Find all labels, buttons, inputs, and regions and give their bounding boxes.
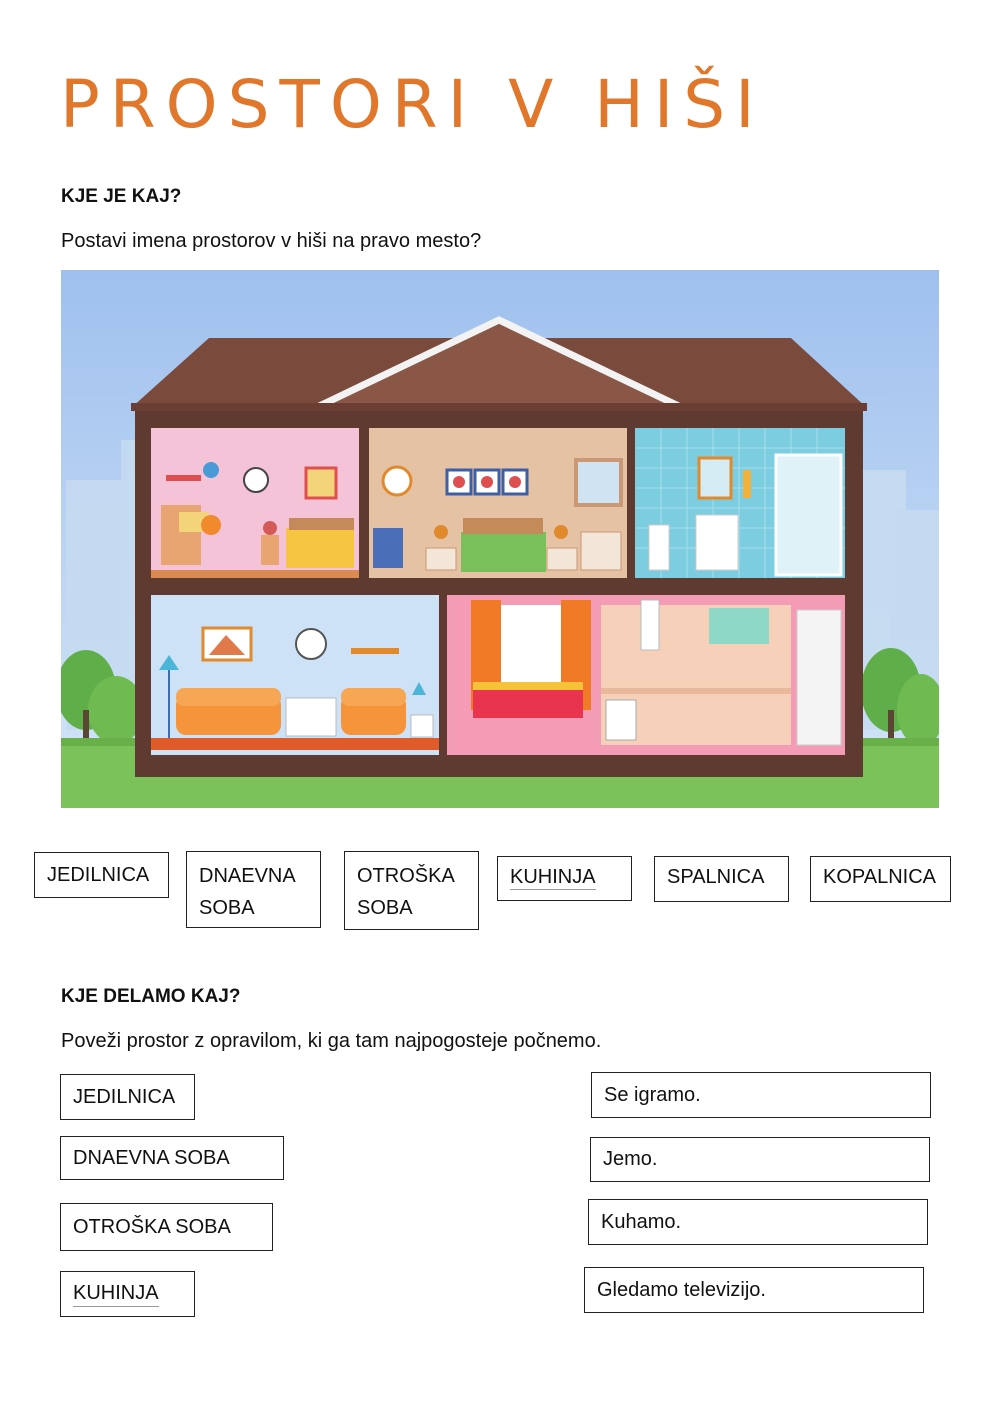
match-activity-text: Jemo. (603, 1148, 658, 1170)
match-room-otroska-soba[interactable] (60, 1203, 273, 1251)
room-label-text: KOPALNICA (823, 866, 936, 888)
room-label-kuhinja[interactable] (497, 856, 632, 901)
match-activity-text: Se igramo. (604, 1083, 701, 1106)
match-activity-se-igramo[interactable] (591, 1072, 931, 1118)
section-heading-activities: KJE DELAMO KAJ? (61, 986, 241, 1007)
instruction-connect: Poveži prostor z opravilom, ki ga tam najpogosteje počnemo. (61, 1030, 602, 1052)
match-room-text: OTROŠKA SOBA (73, 1215, 231, 1238)
match-activity-jemo[interactable] (590, 1137, 930, 1182)
room-label-text: SPALNICA (667, 866, 765, 888)
room-label-otroska-soba[interactable] (344, 851, 479, 930)
instruction-place-labels: Postavi imena prostorov v hiši na pravo mesto? (61, 230, 482, 252)
room-label-text: SOBA (357, 897, 413, 919)
match-activity-text: Kuhamo. (601, 1210, 682, 1233)
match-activity-gledamo-televizijo[interactable] (584, 1267, 924, 1313)
section-heading-where: KJE JE KAJ? (61, 186, 182, 207)
room-label-text: JEDILNICA (47, 864, 150, 886)
page-title: PROSTORI V HIŠI (60, 66, 765, 143)
room-label-dnevna-soba[interactable] (186, 851, 321, 928)
room-label-text: OTROŠKA (357, 865, 455, 887)
match-activity-text: Gledamo televizijo. (597, 1278, 766, 1301)
match-room-kuhinja[interactable] (60, 1271, 195, 1317)
room-label-jedilnica[interactable] (34, 852, 169, 898)
match-activity-kuhamo[interactable] (588, 1199, 928, 1245)
match-room-jedilnica[interactable] (60, 1074, 195, 1120)
match-room-dnevna-soba[interactable] (60, 1136, 284, 1180)
room-label-text: KUHINJA (510, 866, 596, 888)
match-room-text: JEDILNICA (73, 1085, 176, 1108)
room-label-kopalnica[interactable] (810, 856, 951, 902)
room-label-text: SOBA (199, 897, 255, 919)
room-label-text: DNAEVNA (199, 865, 296, 887)
match-room-text: KUHINJA (73, 1282, 159, 1307)
match-room-text: DNAEVNA SOBA (73, 1146, 230, 1169)
room-label-spalnica[interactable] (654, 856, 789, 902)
house-illustration (61, 270, 939, 808)
